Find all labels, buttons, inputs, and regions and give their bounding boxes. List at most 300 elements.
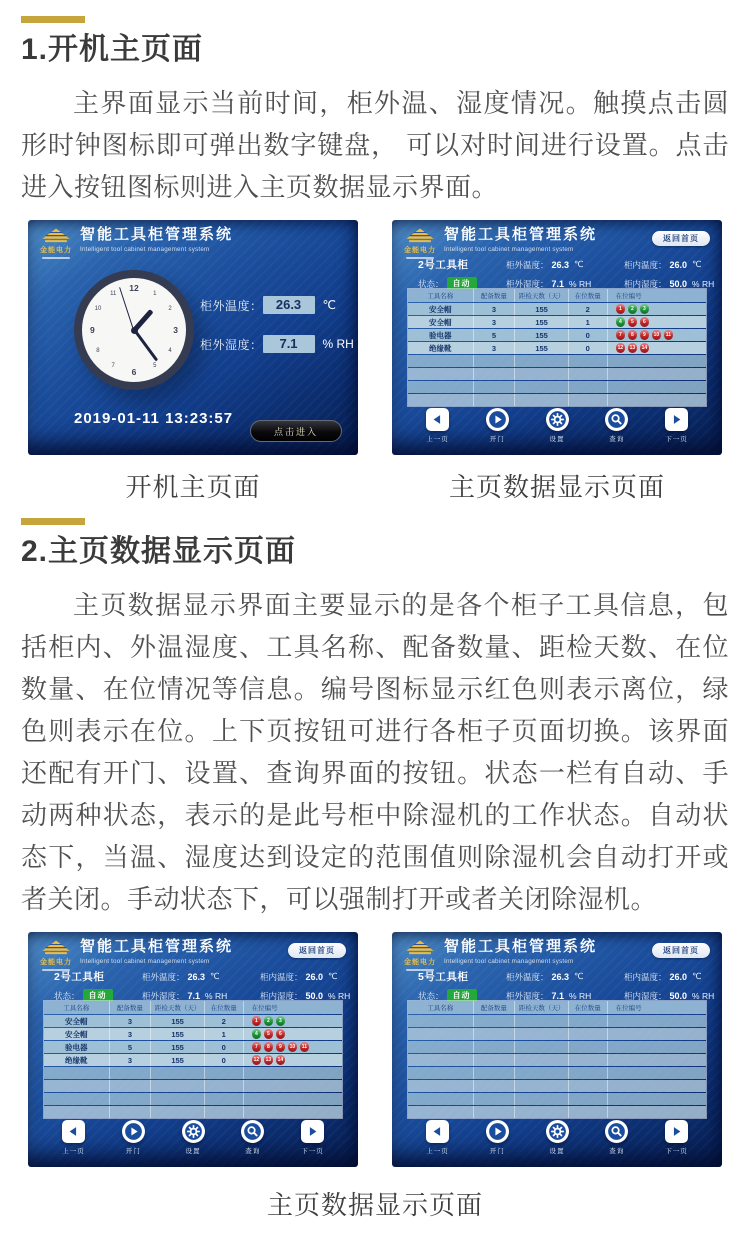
outside-humidity-unit: % RH (569, 278, 592, 289)
empty-cell (474, 355, 516, 367)
empty-cell (608, 381, 706, 393)
outside-humidity-label: 柜外湿度： (142, 990, 185, 1001)
outside-humidity-readout (200, 335, 354, 353)
clock-minute-hand (133, 329, 158, 361)
empty-cell (569, 368, 608, 380)
empty-cell (244, 1080, 342, 1092)
table-row (44, 1054, 342, 1066)
empty-cell (569, 1054, 608, 1066)
tool-table (43, 1000, 343, 1119)
empty-cell (515, 1015, 569, 1027)
empty-cell (474, 1015, 516, 1027)
outside-temperature-value: 26.3 (551, 259, 570, 270)
prev-arrow-icon (426, 408, 449, 431)
position-badge: 12 (617, 345, 624, 351)
cabinet-name: 2号工具柜 (418, 259, 469, 271)
company-logo-icon (402, 228, 438, 259)
empty-cell (608, 1106, 706, 1118)
outside-humidity-value: 7.1 (263, 335, 315, 353)
position-badge: 9 (640, 330, 650, 340)
section-2-heading: 2.主页数据显示页面 (21, 535, 297, 568)
table-empty-row (44, 1067, 342, 1079)
outside-temperature (142, 971, 260, 983)
outside-humidity-label: 柜外湿度： (506, 990, 549, 1001)
back-home-button[interactable]: 返回首页 (288, 943, 346, 958)
empty-cell (608, 1067, 706, 1079)
position-badge: 1 (616, 304, 626, 314)
table-empty-row (44, 1080, 342, 1092)
table-header-cell: 配备数量 (474, 289, 516, 302)
present-count-cell: 1 (205, 1028, 244, 1040)
nav-bar (426, 1120, 688, 1155)
table-header-cell: 在位数量 (205, 1001, 244, 1014)
position-badge: 4 (616, 317, 626, 327)
empty-cell (408, 355, 474, 367)
position-badge: 3 (640, 304, 650, 314)
settings-button-label: 设置 (185, 1148, 201, 1155)
outside-temperature (506, 259, 624, 271)
tool-table (407, 288, 707, 407)
empty-cell (515, 1093, 569, 1105)
table-header-cell: 在位编号 (615, 293, 642, 300)
status-badge: 自动 (447, 277, 477, 290)
table-header-cell: 工具名称 (44, 1001, 110, 1014)
system-subtitle: Intelligent tool cabinet management system (444, 245, 574, 253)
next-arrow-icon (301, 1120, 324, 1143)
empty-cell (408, 1080, 474, 1092)
present-count-cell: 0 (205, 1041, 244, 1053)
present-count-cell: 2 (205, 1015, 244, 1027)
tool-name-cell: 绝缘靴 (44, 1054, 110, 1066)
back-home-button[interactable]: 返回首页 (652, 231, 710, 246)
table-header-cell: 在位编号 (251, 1005, 278, 1012)
inspection-days-cell: 155 (151, 1028, 205, 1040)
position-badge: 13 (629, 345, 636, 351)
table-row (408, 316, 706, 328)
table-header-row (408, 289, 706, 302)
table-empty-row (408, 1015, 706, 1027)
search-button-label: 查询 (609, 436, 625, 443)
inside-temperature (624, 259, 716, 271)
brand-text-block (80, 940, 233, 965)
empty-cell (408, 1028, 474, 1040)
table-header-cell: 工具名称 (408, 289, 474, 302)
inside-temperature-value: 26.0 (669, 971, 688, 982)
position-badge: 8 (264, 1042, 274, 1052)
empty-cell (515, 1054, 569, 1066)
empty-cell (608, 1093, 706, 1105)
tool-qty-cell: 3 (474, 342, 516, 354)
search-button[interactable] (605, 1120, 628, 1155)
clock-second-hand (119, 287, 134, 330)
outside-temperature-label: 柜外温度： (200, 298, 263, 313)
prev-page-button[interactable] (426, 1120, 449, 1155)
position-badge: 6 (640, 317, 650, 327)
table-header-cell: 配备数量 (474, 1001, 516, 1014)
empty-cell (569, 1067, 608, 1079)
cabinet-name: 5号工具柜 (418, 971, 469, 983)
system-title: 智能工具柜管理系统 (444, 227, 598, 243)
environment-readouts (200, 296, 354, 353)
empty-cell (515, 1067, 569, 1079)
empty-cell (44, 1093, 110, 1105)
empty-cell (474, 1093, 516, 1105)
brand-header (38, 940, 233, 971)
table-empty-row (408, 1067, 706, 1079)
open-door-button-label: 开门 (489, 1148, 505, 1155)
empty-cell (205, 1106, 244, 1118)
empty-cell (408, 394, 474, 406)
empty-cell (408, 1041, 474, 1053)
empty-cell (110, 1093, 152, 1105)
empty-cell (474, 394, 516, 406)
empty-cell (515, 381, 569, 393)
outside-temperature-label: 柜外温度： (142, 971, 185, 982)
outside-humidity-unit: % RH (205, 990, 228, 1001)
position-badge: 2 (628, 304, 638, 314)
position-badge: 3 (276, 1016, 286, 1026)
tool-name-cell: 安全帽 (44, 1028, 110, 1040)
position-badges-cell (608, 329, 706, 341)
prev-arrow-icon (426, 1120, 449, 1143)
inspection-days-cell: 155 (515, 303, 569, 315)
empty-cell (44, 1067, 110, 1079)
outside-temperature-unit: ℃ (210, 971, 220, 981)
next-arrow-icon (665, 1120, 688, 1143)
settings-button[interactable] (546, 1120, 569, 1155)
inside-temperature-value: 26.0 (669, 259, 688, 270)
table-empty-row (408, 381, 706, 393)
brand-header (402, 228, 597, 259)
empty-cell (205, 1080, 244, 1092)
figure-row-1 (21, 220, 729, 455)
outside-temperature-unit: ℃ (574, 259, 584, 269)
screenshot-main-data-cabinet5 (392, 932, 722, 1167)
empty-cell (608, 394, 706, 406)
clock-face (82, 278, 186, 382)
brand-text-block (80, 228, 233, 253)
prev-page-button-label: 上一页 (62, 1148, 85, 1155)
caption-main-data: 主页数据显示页面 (448, 472, 665, 502)
inside-temperature (260, 971, 352, 983)
table-header-row (44, 1001, 342, 1014)
tool-name-cell: 验电器 (408, 329, 474, 341)
inside-temperature (624, 971, 716, 983)
empty-cell (569, 1028, 608, 1040)
clock-number: 1 (153, 290, 157, 297)
inside-temperature-unit: ℃ (692, 259, 702, 269)
empty-cell (110, 1080, 152, 1092)
position-badges-cell (608, 303, 706, 315)
empty-cell (608, 1054, 706, 1066)
screenshot-main-data-cabinet2 (392, 220, 722, 455)
system-title: 智能工具柜管理系统 (80, 227, 234, 243)
status-label: 状态： (418, 990, 444, 1001)
inside-humidity-value: 50.0 (669, 278, 688, 289)
position-badge: 2 (264, 1016, 274, 1026)
position-badges-cell (244, 1028, 342, 1040)
outside-temperature-unit: ℃ (322, 298, 336, 312)
clock-number: 11 (110, 290, 117, 297)
settings-gear-icon (546, 1120, 569, 1143)
position-badge: 1 (252, 1016, 262, 1026)
prev-page-button-label: 上一页 (426, 436, 449, 443)
table-empty-row (408, 394, 706, 406)
inside-temperature-label: 柜内温度： (624, 971, 667, 982)
settings-button-label: 设置 (549, 1148, 565, 1155)
inside-humidity-label: 柜内湿度： (260, 990, 303, 1001)
next-page-button-label: 下一页 (301, 1148, 324, 1155)
empty-cell (515, 1106, 569, 1118)
empty-cell (608, 368, 706, 380)
empty-cell (569, 1041, 608, 1053)
next-page-button[interactable] (665, 1120, 688, 1155)
table-header-row (408, 1001, 706, 1014)
table-empty-row (44, 1093, 342, 1105)
search-button[interactable] (605, 408, 628, 443)
empty-cell (515, 394, 569, 406)
empty-cell (608, 1041, 706, 1053)
company-logo-underline (42, 257, 70, 259)
prev-page-button-label: 上一页 (426, 1148, 449, 1155)
inside-humidity-unit: % RH (328, 990, 351, 1001)
position-badge: 11 (300, 1042, 310, 1052)
open-door-button[interactable] (486, 408, 509, 443)
search-button-label: 查询 (245, 1148, 261, 1155)
section-2-paragraph: 主页数据显示界面主要显示的是各个柜子工具信息，包括柜内、外温湿度、工具名称、配备数量、距检天数、在位数量、在位情况等信息。编号图标显示红色则表示离位，绿色则表示在位。上下页按钮可进行各柜子页面切换。该界面还配有开门、设置、查询界面的按钮。状态一栏有自动、手动两种状态，表示的是此号柜中除湿机的工作状态。自动状态下，当温、湿度达到设定的范围值则除湿机会自动打开或者关闭。手动状态下，可以强制打开或者关闭除湿机。 (21, 590, 729, 914)
inside-humidity-label: 柜内湿度： (624, 990, 667, 1001)
empty-cell (244, 1067, 342, 1079)
table-empty-row (408, 355, 706, 367)
position-badge: 12 (253, 1057, 260, 1063)
table-row (408, 303, 706, 315)
outside-temperature-label: 柜外温度： (506, 971, 549, 982)
present-count-cell: 0 (569, 329, 608, 341)
empty-cell (569, 1080, 608, 1092)
empty-cell (474, 1080, 516, 1092)
search-button-label: 查询 (609, 1148, 625, 1155)
empty-cell (408, 1015, 474, 1027)
position-badge: 7 (252, 1042, 262, 1052)
prev-page-button[interactable] (62, 1120, 85, 1155)
clock-number: 3 (173, 325, 178, 335)
pagoda-logo-icon (41, 228, 71, 244)
empty-cell (515, 368, 569, 380)
search-magnifier-icon (605, 408, 628, 431)
empty-cell (569, 355, 608, 367)
table-empty-row (44, 1106, 342, 1118)
tool-qty-cell: 3 (474, 316, 516, 328)
inspection-days-cell: 155 (151, 1054, 205, 1066)
tool-table (407, 1000, 707, 1119)
settings-button-label: 设置 (549, 436, 565, 443)
empty-cell (569, 1015, 608, 1027)
empty-cell (408, 1054, 474, 1066)
clock-number: 6 (131, 366, 137, 377)
cabinet-info-panel (418, 969, 716, 1002)
position-badge: 4 (252, 1029, 262, 1039)
screenshot-boot-home-screen (28, 220, 358, 455)
pagoda-logo-icon (405, 228, 435, 244)
table-empty-row (408, 1080, 706, 1092)
empty-cell (44, 1106, 110, 1118)
empty-cell (408, 1067, 474, 1079)
clock-number: 4 (168, 347, 172, 354)
empty-cell (515, 355, 569, 367)
status-label: 状态： (418, 278, 444, 289)
inside-temperature-unit: ℃ (692, 971, 702, 981)
table-row (44, 1028, 342, 1040)
empty-cell (151, 1093, 205, 1105)
cabinet-info-panel (54, 969, 352, 1002)
position-badge: 6 (276, 1029, 286, 1039)
empty-cell (151, 1067, 205, 1079)
table-header-cell: 在位数量 (569, 289, 608, 302)
search-button[interactable] (241, 1120, 264, 1155)
inside-humidity-unit: % RH (692, 278, 715, 289)
inspection-days-cell: 155 (515, 316, 569, 328)
open-door-button[interactable] (486, 1120, 509, 1155)
outside-humidity-value: 7.1 (551, 278, 565, 289)
empty-cell (569, 381, 608, 393)
settings-gear-icon (546, 408, 569, 431)
table-header-cell: 在位数量 (569, 1001, 608, 1014)
outside-temperature-value: 26.3 (263, 296, 315, 314)
company-logo-name: 金能电力 (404, 247, 436, 254)
position-badges-cell (244, 1054, 342, 1066)
position-badge: 8 (628, 330, 638, 340)
position-badges-cell (608, 342, 706, 354)
clock[interactable] (74, 270, 194, 390)
empty-cell (205, 1093, 244, 1105)
tool-qty-cell: 3 (110, 1054, 152, 1066)
clock-number: 9 (90, 325, 95, 335)
back-home-button[interactable]: 返回首页 (652, 943, 710, 958)
table-row (44, 1015, 342, 1027)
table-empty-row (408, 1041, 706, 1053)
company-logo-name: 金能电力 (40, 959, 72, 966)
outside-humidity-label: 柜外湿度： (506, 278, 549, 289)
empty-cell (408, 381, 474, 393)
table-header-cell: 距检天数（天） (515, 1001, 569, 1014)
empty-cell (474, 1054, 516, 1066)
inside-temperature-label: 柜内温度： (624, 259, 667, 270)
prev-arrow-icon (62, 1120, 85, 1143)
tool-name-cell: 安全帽 (408, 316, 474, 328)
tool-name-cell: 验电器 (44, 1041, 110, 1053)
cabinet-name: 2号工具柜 (54, 971, 105, 983)
position-badge: 5 (628, 317, 638, 327)
system-title: 智能工具柜管理系统 (80, 939, 234, 955)
empty-cell (569, 1106, 608, 1118)
position-badge: 5 (264, 1029, 274, 1039)
section-1-paragraph: 主界面显示当前时间，柜外温、湿度情况。触摸点击圆形时钟图标即可弹出数字键盘， 可以对时间进行设置。点击进入按钮图标则进入主页数据显示界面。 (21, 88, 729, 202)
inspection-days-cell: 155 (515, 329, 569, 341)
status-badge: 自动 (447, 989, 477, 1002)
tool-qty-cell: 3 (110, 1015, 152, 1027)
position-badge: 14 (641, 345, 648, 351)
section-1-heading: 1.开机主页面 (21, 33, 204, 66)
position-badge: 9 (276, 1042, 286, 1052)
clock-center-dot (131, 327, 138, 334)
empty-cell (569, 1093, 608, 1105)
position-badges-cell (244, 1015, 342, 1027)
next-page-button-label: 下一页 (665, 1148, 688, 1155)
inspection-days-cell: 155 (151, 1015, 205, 1027)
inside-humidity-value: 50.0 (669, 990, 688, 1001)
table-row (44, 1041, 342, 1053)
outside-temperature-label: 柜外温度： (506, 259, 549, 270)
inside-humidity-value: 50.0 (305, 990, 324, 1001)
empty-cell (151, 1080, 205, 1092)
position-badge: 14 (277, 1057, 284, 1063)
system-subtitle: Intelligent tool cabinet management system (444, 957, 574, 965)
tool-qty-cell: 3 (474, 303, 516, 315)
empty-cell (474, 1067, 516, 1079)
position-badge: 10 (289, 1044, 296, 1050)
outside-humidity-label: 柜外湿度： (200, 337, 263, 352)
company-logo-name: 金能电力 (40, 247, 72, 254)
present-count-cell: 0 (569, 342, 608, 354)
empty-cell (474, 381, 516, 393)
table-header-cell: 配备数量 (110, 1001, 152, 1014)
nav-bar (426, 408, 688, 443)
empty-cell (474, 1106, 516, 1118)
empty-cell (608, 355, 706, 367)
empty-cell (110, 1106, 152, 1118)
position-badges-cell (608, 316, 706, 328)
next-page-button[interactable] (301, 1120, 324, 1155)
tool-name-cell: 绝缘靴 (408, 342, 474, 354)
figure-row-2 (21, 932, 729, 1167)
status-badge: 自动 (83, 989, 113, 1002)
table-header-cell: 距检天数（天） (151, 1001, 205, 1014)
outside-temperature-unit: ℃ (574, 971, 584, 981)
table-empty-row (408, 1028, 706, 1040)
position-badge: 11 (664, 330, 674, 340)
empty-cell (205, 1067, 244, 1079)
clock-number: 8 (96, 347, 100, 354)
table-row (408, 329, 706, 341)
empty-cell (569, 394, 608, 406)
clock-number: 10 (94, 306, 102, 313)
pagoda-logo-icon (41, 940, 71, 956)
cabinet-info-panel (418, 257, 716, 290)
search-magnifier-icon (241, 1120, 264, 1143)
open-door-button-label: 开门 (489, 436, 505, 443)
open-door-button-label: 开门 (125, 1148, 141, 1155)
prev-page-button[interactable] (426, 408, 449, 443)
enter-button[interactable]: 点击进入 (250, 420, 342, 442)
inside-temperature-value: 26.0 (305, 971, 324, 982)
settings-button[interactable] (182, 1120, 205, 1155)
empty-cell (608, 1015, 706, 1027)
pagoda-logo-icon (405, 940, 435, 956)
section-accent-bar (21, 518, 85, 525)
outside-humidity-unit: % RH (569, 990, 592, 1001)
outside-temperature-readout (200, 296, 354, 314)
clock-number: 5 (153, 363, 157, 370)
open-door-button[interactable] (122, 1120, 145, 1155)
settings-button[interactable] (546, 408, 569, 443)
company-logo-icon (38, 940, 74, 971)
tool-qty-cell: 5 (474, 329, 516, 341)
empty-cell (408, 1106, 474, 1118)
brand-text-block (444, 940, 597, 965)
empty-cell (44, 1080, 110, 1092)
next-page-button[interactable] (665, 408, 688, 443)
outside-temperature (506, 971, 624, 983)
